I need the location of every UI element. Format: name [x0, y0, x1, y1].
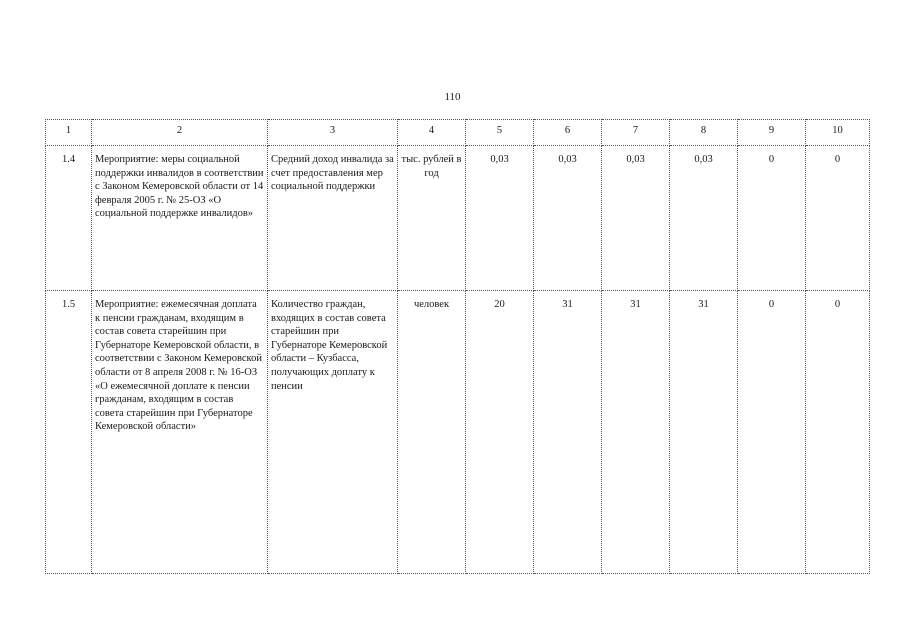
header-cell-4: 4 — [398, 120, 466, 146]
header-cell-8: 8 — [670, 120, 738, 146]
row-value-col9: 0 — [738, 291, 806, 574]
row-measure: Мероприятие: меры социальной поддержки инвалидов в соответствии с Законом Кемеровской области от 14 февраля 2005 г. № 25-ОЗ «О социальной поддержке инвалидов» — [92, 146, 268, 291]
row-value-col5: 0,03 — [466, 146, 534, 291]
row-value-col6: 0,03 — [534, 146, 602, 291]
row-value-col8: 31 — [670, 291, 738, 574]
row-unit: тыс. рублей в год — [398, 146, 466, 291]
row-code: 1.4 — [46, 146, 92, 291]
row-value-col9: 0 — [738, 146, 806, 291]
header-cell-7: 7 — [602, 120, 670, 146]
header-cell-3: 3 — [268, 120, 398, 146]
page-number: 110 — [444, 91, 461, 103]
row-value-col6: 31 — [534, 291, 602, 574]
row-value-col7: 0,03 — [602, 146, 670, 291]
row-value-col5: 20 — [466, 291, 534, 574]
row-measure: Мероприятие: ежемесячная доплата к пенсии гражданам, входящим в состав совета старейшин при Губернаторе Кемеровской области, в соответствии с Законом Кемеровской области от 8 апреля 2008 г. № 16-ОЗ «О ежемесячной доплате к пенсии гражданам, входящим в состав совета старейшин при Губернаторе Кемеровской области» — [92, 291, 268, 574]
header-cell-5: 5 — [466, 120, 534, 146]
row-indicator: Количество граждан, входящих в состав совета старейшин при Губернаторе Кемеровской области – Кузбасса, получающих доплату к пенсии — [268, 291, 398, 574]
header-cell-6: 6 — [534, 120, 602, 146]
row-value-col10: 0 — [806, 291, 870, 574]
header-cell-9: 9 — [738, 120, 806, 146]
table-row — [46, 291, 870, 574]
row-indicator: Средний доход инвалида за счет предоставления мер социальной поддержки — [268, 146, 398, 291]
header-cell-2: 2 — [92, 120, 268, 146]
header-cell-10: 10 — [806, 120, 870, 146]
table-row — [46, 146, 870, 291]
data-table — [45, 119, 870, 574]
table-header-row — [46, 120, 870, 146]
header-cell-1: 1 — [46, 120, 92, 146]
row-value-col7: 31 — [602, 291, 670, 574]
row-unit: человек — [398, 291, 466, 574]
row-value-col10: 0 — [806, 146, 870, 291]
row-value-col8: 0,03 — [670, 146, 738, 291]
row-code: 1.5 — [46, 291, 92, 574]
